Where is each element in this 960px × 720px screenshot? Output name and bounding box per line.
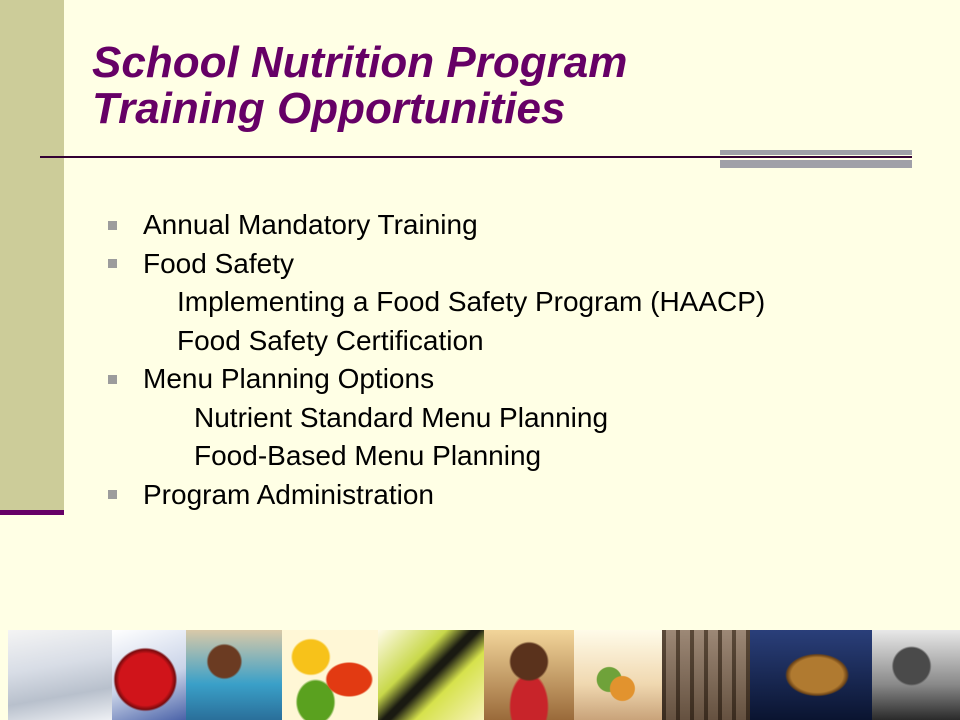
- sub-list-item-text: Food Safety Certification: [177, 324, 484, 356]
- sub-list-item-text: Food-Based Menu Planning: [194, 440, 542, 472]
- list-item: [108, 206, 765, 245]
- sub-list-item: [108, 399, 765, 438]
- sub-list-item: [108, 437, 765, 476]
- title-divider-rule: [40, 156, 912, 158]
- square-bullet-icon: [108, 490, 117, 499]
- list-item: [108, 360, 765, 399]
- sub-list-item-text: Nutrient Standard Menu Planning: [194, 401, 609, 433]
- title-accent-rule-top: [720, 150, 912, 155]
- girl-at-computer-photo: [186, 630, 282, 720]
- list-item-text: Program Administration: [143, 478, 435, 510]
- wheelbarrow-of-bread-photo: [750, 630, 872, 720]
- kitchen-trays-photo: [662, 630, 750, 720]
- boy-eating-photo: [872, 630, 960, 720]
- bell-peppers-photo: [282, 630, 378, 720]
- title-line-1: School Nutrition Program: [92, 38, 628, 87]
- sub-list-item: [108, 283, 765, 322]
- nutrition-facts-label-photo: [8, 630, 112, 720]
- training-list: [108, 206, 765, 514]
- sidebar-underline: [0, 510, 64, 515]
- list-item: [108, 476, 765, 515]
- sub-list-item: [108, 322, 765, 361]
- sub-list-item-text: Implementing a Food Safety Program (HAACP): [177, 286, 766, 318]
- fork-and-knife-photo: [378, 630, 484, 720]
- list-item-text: Menu Planning Options: [143, 363, 435, 395]
- slide-title: [92, 40, 627, 132]
- square-bullet-icon: [108, 221, 117, 230]
- title-line-2: Training Opportunities: [92, 84, 566, 133]
- list-item-text: Annual Mandatory Training: [143, 209, 478, 241]
- square-bullet-icon: [108, 259, 117, 268]
- list-item: [108, 245, 765, 284]
- apple-photo: [112, 630, 186, 720]
- photo-strip: [8, 630, 960, 720]
- list-item-text: Food Safety: [143, 247, 294, 279]
- produce-basket-photo: [574, 630, 662, 720]
- square-bullet-icon: [108, 375, 117, 384]
- sidebar-accent-bar: [0, 0, 64, 510]
- girl-with-pie-photo: [484, 630, 574, 720]
- title-accent-rule-bottom: [720, 160, 912, 168]
